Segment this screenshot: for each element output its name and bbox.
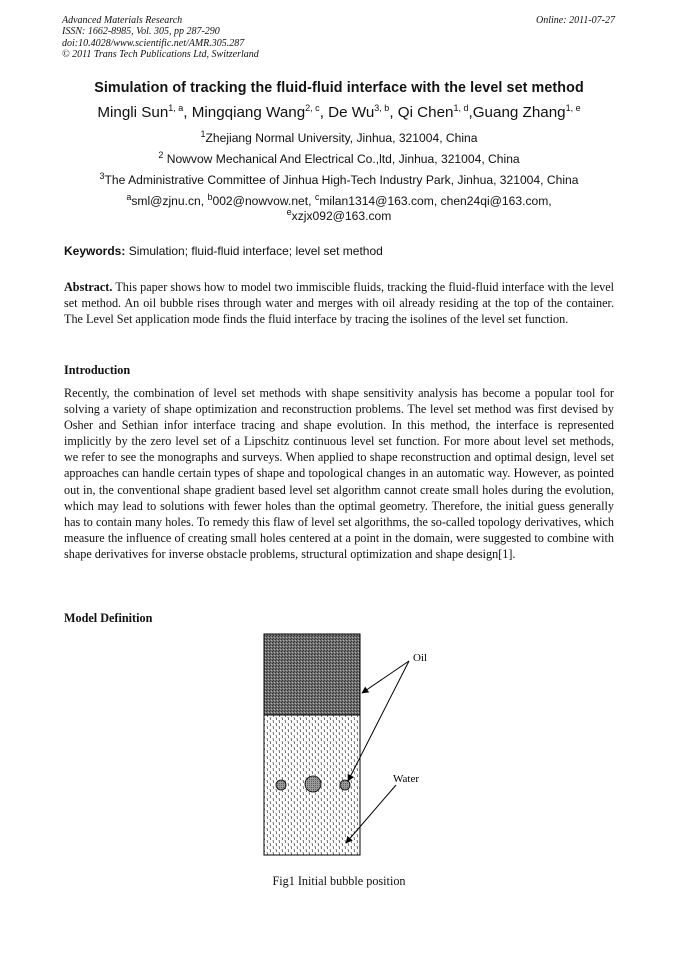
author-sup: 3, b <box>374 102 390 113</box>
abstract-label: Abstract. <box>64 280 113 294</box>
author-name: Qi Chen <box>397 104 454 121</box>
large-bubble <box>305 776 321 792</box>
journal-name: Advanced Materials Research <box>62 15 183 26</box>
journal-header <box>62 15 259 60</box>
author-name: Mingli Sun <box>97 104 169 121</box>
doi-line: doi:10.4028/www.scientific.net/AMR.305.287 <box>62 37 245 49</box>
email-line-2 <box>0 208 678 224</box>
affiliation-sup: 1 <box>200 128 206 139</box>
model-definition-heading: Model Definition <box>64 611 153 625</box>
affiliation-text: The Administrative Committee of Jinhua High-Tech Industry Park, Jinhua, 321004, China <box>104 173 579 187</box>
email-text: sml@zjnu.cn, <box>131 194 208 208</box>
email-line-1 <box>0 193 678 209</box>
water-label: Water <box>393 773 419 785</box>
affiliation-3 <box>0 170 678 187</box>
author-list <box>0 104 678 121</box>
author-sep: , <box>468 104 473 121</box>
author-name: Mingqiang Wang <box>191 104 306 121</box>
affiliation-sup: 2 <box>158 149 164 160</box>
introduction-heading: Introduction <box>64 363 131 377</box>
email-text: 002@nowvow.net, <box>212 194 315 208</box>
affiliation-2 <box>0 149 678 166</box>
author-sup: 1, a <box>168 102 184 113</box>
small-bubble-right <box>340 780 350 790</box>
author-sup: 2, c <box>305 102 320 113</box>
keywords <box>64 244 383 258</box>
affiliation-1 <box>0 128 678 145</box>
email-sup: b <box>207 191 213 202</box>
issn-line: ISSN: 1662-8985, Vol. 305, pp 287-290 <box>62 26 220 38</box>
affiliation-text: Nowvow Mechanical And Electrical Co.,ltd, Jinhua, 321004, China <box>163 152 520 166</box>
small-bubble-left <box>276 780 286 790</box>
author-sup: 1, d <box>453 102 469 113</box>
email-text: milan1314@163.com, chen24qi@163.com, <box>319 194 552 208</box>
abstract-paragraph <box>64 279 614 327</box>
online-date: Online: 2011-07-27 <box>536 15 615 26</box>
author-sep: , <box>183 104 192 121</box>
bubble-figure <box>263 633 463 859</box>
paper-title: Simulation of tracking the fluid-fluid interface with the level set method <box>94 80 584 96</box>
keywords-text: Simulation; fluid-fluid interface; level set method <box>125 244 383 258</box>
introduction-paragraph: Recently, the combination of level set methods with shape sensitivity analysis has become a popular tool for solving a variety of shape optimization and reconstruction problems. The level set method was first devised by Osher and Sethian infor interface tracing and shape evolution. In this method, the interface is represented implicitly by the zero level set of a Lipschitz continuous level set function. For more about level set methods, we refer to see the monographs and surveys. When applied to shape reconstruction and optimal design, level set approaches can handle certain types of shape and topological changes in an automatic way. However, as pointed out in, the conventional shape gradient based level set algorithm cannot create small holes during the evolution, which may lead to solutions with fewer holes than the optimal geometry. Therefore, the initial guess generally has to contain many holes. To remedy this flaw of level set algorithms, the so-called topology derivatives, which measure the influence of creating small holes centered at a point in the domain, were suggested to combine with shape derivatives for inverse obstacle problems, structural optimization and shape design[1]. <box>64 386 614 561</box>
copyright-line: © 2011 Trans Tech Publications Ltd, Switzerland <box>62 48 259 60</box>
author-sep: , <box>319 104 329 121</box>
email-sup: e <box>286 206 292 217</box>
email-text: xzjx092@163.com <box>291 209 392 223</box>
author-sep: , <box>389 104 398 121</box>
keywords-label: Keywords: <box>64 244 126 258</box>
affiliation-sup: 3 <box>99 170 105 181</box>
abstract-text: This paper shows how to model two immiscible fluids, tracking the fluid-fluid interface with the level set method. An oil bubble rises through water and merges with oil already residing at the top of the container. The Level Set application mode finds the fluid interface by tracing the isolines of the level set function. <box>64 280 614 327</box>
author-name: Guang Zhang <box>472 104 566 121</box>
author-name: De Wu <box>328 104 375 121</box>
oil-region <box>264 634 360 715</box>
figure-caption: Fig1 Initial bubble position <box>272 874 406 888</box>
email-sup: a <box>126 191 132 202</box>
email-sup: c <box>314 191 320 202</box>
oil-arrow-top <box>362 661 409 693</box>
oil-label: Oil <box>413 652 428 664</box>
affiliation-text: Zhejiang Normal University, Jinhua, 321004, China <box>205 131 478 145</box>
author-sup: 1, e <box>565 102 581 113</box>
